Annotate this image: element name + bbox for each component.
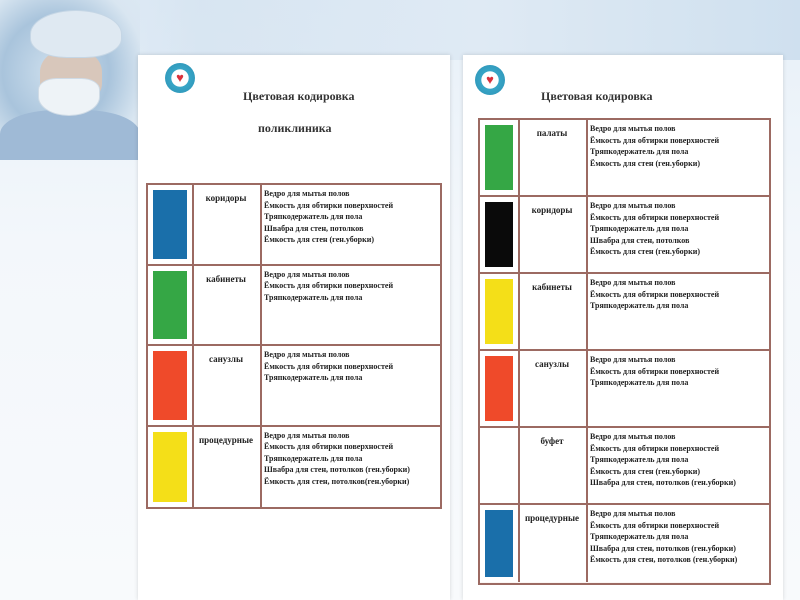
room-label: кабинеты [206, 273, 246, 284]
equipment-item: Ведро для мытья полов [590, 432, 676, 441]
room-cell [518, 120, 588, 195]
room-cell [192, 346, 262, 425]
surgeon-photo [0, 0, 140, 160]
equipment-item: Ёмкость для стен, потолков (ген.уборки) [590, 555, 738, 564]
equipment-item: Ведро для мытья полов [590, 278, 676, 287]
color-swatch-cell [148, 185, 194, 264]
sheet-title: Цветовая кодировка [541, 89, 653, 103]
room-cell [518, 274, 588, 349]
medical-heart-logo-icon: ♥ [475, 65, 505, 95]
equipment-list [260, 427, 440, 508]
table-row [148, 346, 440, 427]
equipment-item: Ёмкость для обтирки поверхностей [264, 442, 394, 451]
color-swatch-cell [148, 346, 194, 425]
table-row [480, 274, 769, 351]
color-swatch [485, 433, 513, 498]
color-swatch [485, 125, 513, 190]
room-label: коридоры [205, 193, 247, 203]
color-swatch-cell [148, 427, 194, 508]
table-row [148, 266, 440, 347]
table-row [480, 428, 769, 505]
color-swatch [485, 510, 513, 577]
equipment-item: Тряпкодержатель для пола [590, 147, 689, 156]
room-cell [192, 427, 262, 508]
room-label: процедурные [524, 513, 580, 523]
equipment-item: Ёмкость для обтирки поверхностей [590, 520, 720, 530]
equipment-item: Тряпкодержатель для пола [590, 532, 689, 541]
equipment-item: Ведро для мытья полов [590, 355, 676, 364]
equipment-item: Тряпкодержатель для пола [264, 212, 363, 221]
equipment-item: Ведро для мытья полов [590, 124, 676, 133]
equipment-item: Ведро для мытья полов [590, 509, 676, 518]
equipment-item: Ведро для мытья полов [264, 350, 350, 359]
equipment-list [586, 197, 769, 272]
room-cell [518, 505, 588, 582]
equipment-item: Ёмкость для стен (ген.уборки) [590, 466, 700, 476]
equipment-item: Ёмкость для обтирки поверхностей [264, 200, 394, 210]
color-swatch-cell [480, 351, 520, 426]
equipment-item: Ведро для мытья полов [264, 269, 350, 279]
table-row [480, 351, 769, 428]
equipment-list [260, 185, 440, 264]
equipment-item: Ёмкость для обтирки поверхностей [264, 281, 394, 290]
equipment-item: Швабра для стен, потолков (ген.уборки) [264, 465, 410, 474]
room-cell [518, 351, 588, 426]
equipment-item: Ёмкость для стен (ген.уборки) [264, 235, 374, 244]
equipment-list [586, 351, 769, 426]
equipment-item: Ёмкость для стен (ген.уборки) [590, 158, 700, 168]
color-swatch [485, 202, 513, 267]
equipment-item: Ёмкость для обтирки поверхностей [590, 212, 720, 222]
sheet-hospital [463, 55, 783, 600]
equipment-item: Ёмкость для обтирки поверхностей [590, 366, 720, 376]
equipment-item: Швабра для стен, потолков (ген.уборки) [590, 478, 736, 487]
equipment-item: Тряпкодержатель для пола [590, 378, 689, 387]
surgical-cap [30, 10, 122, 58]
equipment-item: Швабра для стен, потолков [590, 235, 690, 245]
color-swatch [153, 351, 187, 420]
color-swatch-cell [480, 505, 520, 582]
sheet-title: Цветовая кодировка [243, 89, 355, 103]
equipment-item: Ведро для мытья полов [264, 189, 350, 198]
surgical-mask [38, 78, 100, 116]
room-label: буфет [540, 436, 564, 446]
color-code-table [146, 183, 442, 509]
table-row [480, 120, 769, 197]
room-label: санузлы [209, 354, 243, 364]
equipment-item: Тряпкодержатель для пола [590, 455, 689, 464]
color-swatch-cell [480, 120, 520, 195]
equipment-item: Тряпкодержатель для пола [264, 453, 363, 463]
color-swatch [153, 190, 187, 259]
color-code-table [478, 118, 771, 585]
sheet-polyclinic [138, 55, 450, 600]
equipment-item: Тряпкодержатель для пола [264, 373, 363, 382]
room-label: коридоры [531, 205, 573, 215]
sheet-subtitle: поликлиника [258, 121, 332, 135]
equipment-item: Ёмкость для обтирки поверхностей [590, 443, 720, 453]
equipment-item: Швабра для стен, потолков [264, 223, 364, 233]
color-swatch-cell [480, 428, 520, 503]
room-cell [518, 197, 588, 272]
room-cell [192, 185, 262, 264]
equipment-item: Тряпкодержатель для пола [590, 224, 689, 233]
equipment-item: Тряпкодержатель для пола [590, 301, 689, 310]
table-row [148, 427, 440, 508]
color-swatch [485, 279, 513, 344]
room-label: кабинеты [532, 282, 572, 292]
equipment-list [260, 346, 440, 425]
surgeon-gown [0, 110, 140, 160]
color-swatch-cell [480, 274, 520, 349]
color-swatch-cell [480, 197, 520, 272]
equipment-list [586, 120, 769, 195]
equipment-item: Ведро для мытья полов [264, 430, 350, 440]
room-cell [518, 428, 588, 503]
equipment-item: Ёмкость для обтирки поверхностей [590, 135, 720, 145]
color-swatch [153, 271, 187, 340]
room-label: процедурные [198, 434, 254, 445]
equipment-item: Тряпкодержатель для пола [264, 292, 363, 302]
equipment-list [260, 266, 440, 345]
equipment-item: Ведро для мытья полов [590, 201, 676, 210]
equipment-list [586, 274, 769, 349]
equipment-item: Ёмкость для обтирки поверхностей [590, 289, 720, 299]
equipment-item: Швабра для стен, потолков (ген.уборки) [590, 543, 736, 553]
equipment-list [586, 428, 769, 503]
equipment-item: Ёмкость для обтирки поверхностей [264, 361, 394, 371]
room-label: санузлы [535, 359, 569, 369]
equipment-list [586, 505, 769, 582]
equipment-item: Ёмкость для стен (ген.уборки) [590, 247, 700, 256]
equipment-item: Ёмкость для стен, потолков(ген.уборки) [264, 476, 410, 486]
medical-heart-logo-icon: ♥ [165, 63, 195, 93]
table-row [480, 197, 769, 274]
room-label: палаты [536, 128, 568, 138]
color-swatch [485, 356, 513, 421]
color-swatch-cell [148, 266, 194, 345]
table-row [148, 185, 440, 266]
room-cell [192, 266, 262, 345]
table-row [480, 505, 769, 582]
color-swatch [153, 432, 187, 503]
